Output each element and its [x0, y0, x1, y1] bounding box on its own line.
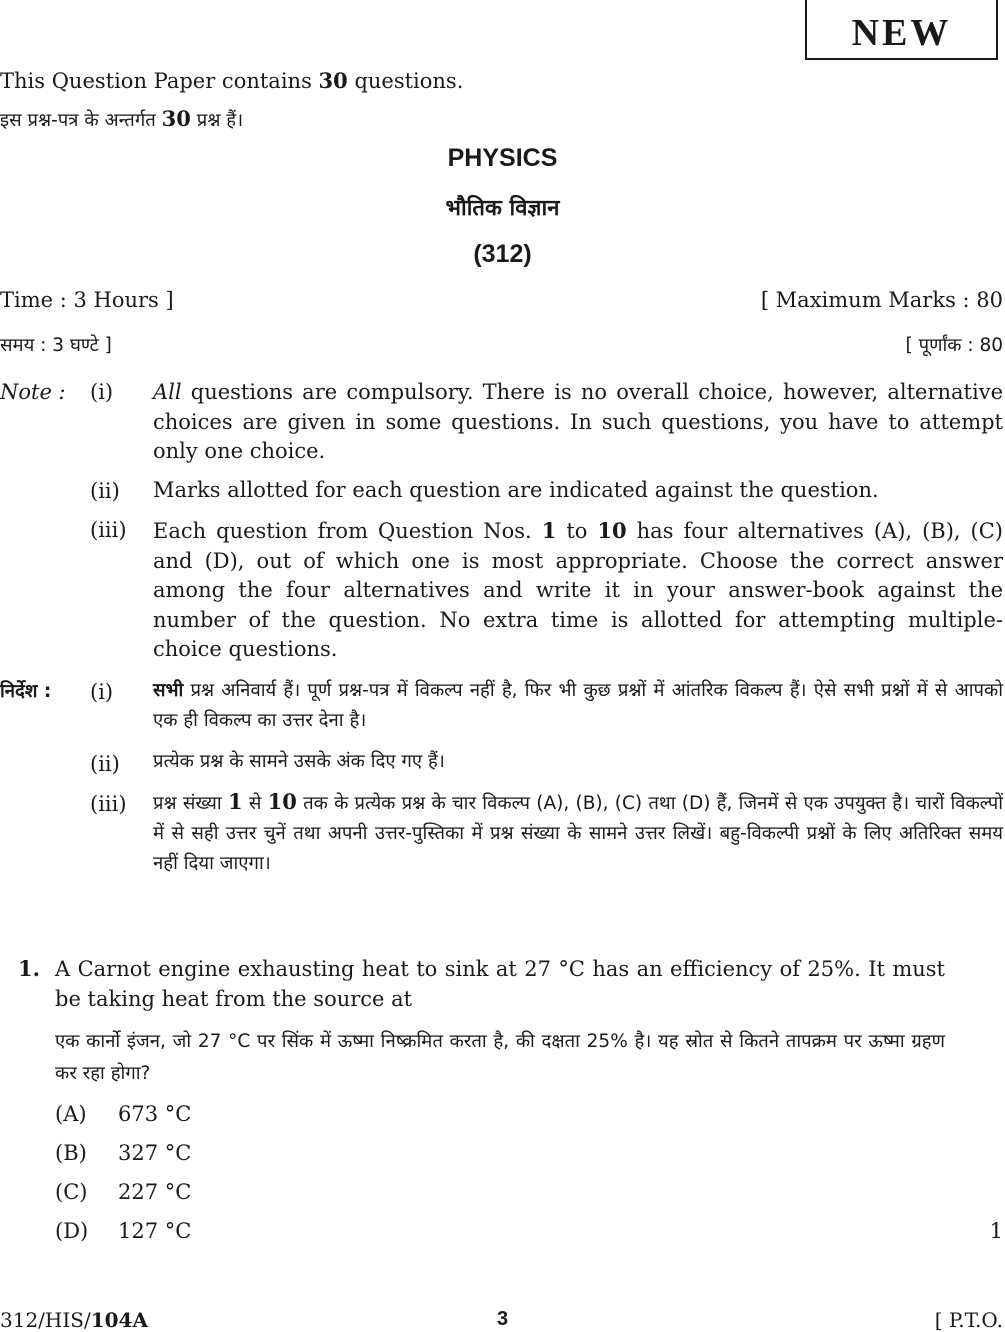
note-label-en: Note :	[0, 380, 66, 404]
note-num: (iii)	[90, 792, 127, 816]
subject-code: (312)	[473, 240, 532, 268]
question-text-en: A Carnot engine exhausting heat to sink at 27 °C has an efficiency of 25%. It must be taking heat from the source at	[55, 957, 945, 1011]
note-item-hi: सभी प्रश्न अनिवार्य हैं। पूर्ण प्रश्न-पत्र में विकल्प नहीं है, फिर भी कुछ प्रश्नों में आंतरिक विकल्प हैं। ऐसे सभी प्रश्नों में से आपको एक ही विकल्प का उत्तर देना है।	[153, 680, 1003, 731]
option-value: 327 °C	[118, 1141, 192, 1165]
question-count-en: This Question Paper contains 30 questions.	[0, 68, 464, 93]
page-number: 3	[496, 1308, 509, 1330]
note-num: (i)	[90, 380, 114, 404]
question-count-hi: इस प्रश्न-पत्र के अन्तर्गत 30 प्रश्न हैं।	[0, 106, 244, 131]
note-label-hi: निर्देश :	[0, 681, 52, 702]
option-label: (D)	[55, 1219, 89, 1243]
note-num: (ii)	[90, 479, 120, 503]
time-en: Time : 3 Hours ]	[0, 288, 174, 312]
subject-title-hi: भौतिक विज्ञान	[445, 196, 560, 221]
max-marks-en: [ Maximum Marks : 80	[760, 288, 1003, 312]
new-badge: NEW	[805, 0, 998, 60]
note-item-en: Marks allotted for each question are indicated against the question.	[153, 478, 879, 502]
subject-title-en: PHYSICS	[447, 144, 558, 172]
note-num: (ii)	[90, 752, 120, 776]
note-item-hi: प्रश्न संख्या 1 से 10 तक के प्रत्येक प्रश्न के चार विकल्प (A), (B), (C) तथा (D) हैं, जिनमें से एक उपयुक्त है। चारों विकल्पों में से सही उत्तर चुनें तथा अपनी उत्तर-पुस्तिका में प्रश्न संख्या के सामने उत्तर लिखें। बहु-विकल्पी प्रश्नों के लिए अतिरिक्त समय नहीं दिया जाएगा।	[153, 789, 1004, 874]
option-label: (C)	[55, 1180, 88, 1204]
please-turn-over: [ P.T.O.	[934, 1308, 1003, 1332]
question-marks: 1	[989, 1219, 1003, 1243]
option-label: (B)	[55, 1141, 87, 1165]
note-item-hi: प्रत्येक प्रश्न के सामने उसके अंक दिए गए हैं।	[153, 751, 445, 772]
option-value: 127 °C	[118, 1219, 192, 1243]
option-value: 673 °C	[118, 1102, 192, 1126]
option-value: 227 °C	[118, 1180, 192, 1204]
option-label: (A)	[55, 1102, 87, 1126]
note-num: (iii)	[90, 518, 127, 542]
question-text-hi: एक कार्नो इंजन, जो 27 °C पर सिंक में ऊष्मा निष्क्रमित करता है, की दक्षता 25% है। यह स्रोत से कितने तापक्रम पर ऊष्मा ग्रहण कर रहा होगा?	[55, 1031, 945, 1084]
note-item-en: All questions are compulsory. There is no overall choice, however, alternative choices are given in some questions. In such questions, you have to attempt only one choice.	[153, 380, 1003, 463]
max-marks-hi: [ पूर्णांक : 80	[905, 335, 1003, 356]
note-item-en: Each question from Question Nos. 1 to 10 has four alternatives (A), (B), (C) and (D), out of which one is most appropriate. Choose the correct answer among the four alternatives and write it in your answer-book against the number of the question. No extra time is allotted for attempting multiple-choice questions.	[153, 518, 1004, 661]
paper-code: 312/HIS/104A	[0, 1308, 148, 1332]
note-num: (i)	[90, 680, 114, 704]
question-number: 1.	[18, 956, 40, 981]
time-hi: समय : 3 घण्टे ]	[0, 335, 112, 356]
